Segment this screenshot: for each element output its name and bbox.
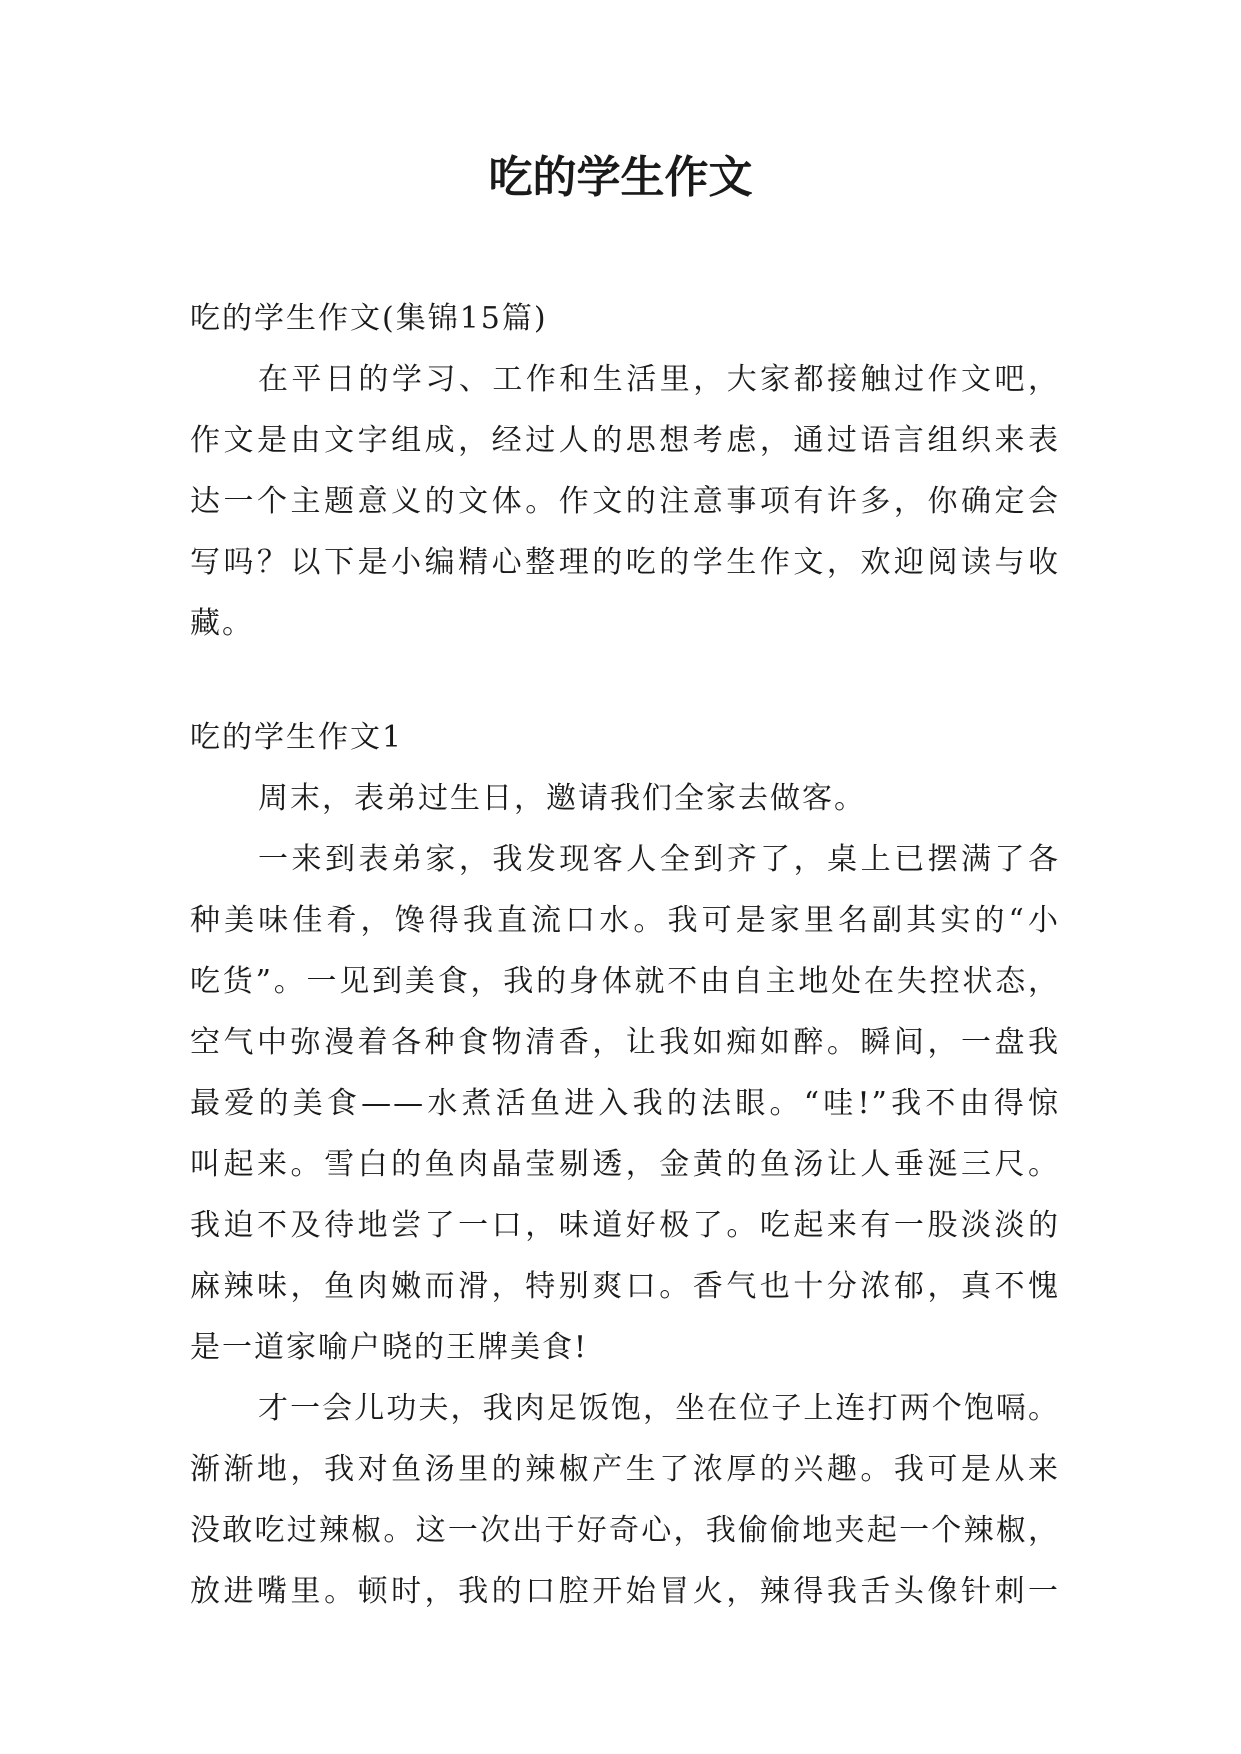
essay-paragraph-2 xyxy=(190,829,1060,1378)
essay-line: 一来到表弟家，我发现客人全到齐了，桌上已摆满了各 xyxy=(258,842,1060,877)
essay-line: 最爱的美食——水煮活鱼进入我的法眼。“哇!”我不由得惊 xyxy=(190,1086,1060,1121)
essay-line: 才一会儿功夫，我肉足饭饱，坐在位子上连打两个饱嗝。 xyxy=(258,1391,1060,1426)
essay-line: 渐渐地，我对鱼汤里的辣椒产生了浓厚的兴趣。我可是从来 xyxy=(190,1452,1060,1487)
essay-line: 种美味佳肴，馋得我直流口水。我可是家里名副其实的“小 xyxy=(190,903,1060,938)
essay-line: 周末，表弟过生日，邀请我们全家去做客。 xyxy=(258,781,866,816)
essay-line: 叫起来。雪白的鱼肉晶莹剔透，金黄的鱼汤让人垂涎三尺。 xyxy=(190,1147,1060,1182)
essay-paragraph-3 xyxy=(190,1378,1060,1622)
intro-paragraph xyxy=(190,349,1060,654)
essay-heading: 吃的学生作文1 xyxy=(190,720,404,755)
essay-line: 我迫不及待地尝了一口，味道好极了。吃起来有一股淡淡的 xyxy=(190,1208,1060,1243)
essay-line: 没敢吃过辣椒。这一次出于好奇心，我偷偷地夹起一个辣椒， xyxy=(190,1513,1060,1548)
essay-paragraph-1 xyxy=(190,768,1060,829)
intro-line: 在平日的学习、工作和生活里，大家都接触过作文吧， xyxy=(258,362,1060,397)
essay-line: 麻辣味，鱼肉嫩而滑，特别爽口。香气也十分浓郁，真不愧 xyxy=(190,1269,1060,1304)
essay-line: 是一道家喻户晓的王牌美食! xyxy=(190,1330,589,1365)
essay-line: 放进嘴里。顿时，我的口腔开始冒火，辣得我舌头像针刺一 xyxy=(190,1574,1060,1609)
intro-line: 藏。 xyxy=(190,606,254,641)
intro-line: 作文是由文字组成，经过人的思想考虑，通过语言组织来表 xyxy=(190,423,1060,458)
document-title: 吃的学生作文 xyxy=(488,152,753,203)
intro-line: 写吗？以下是小编精心整理的吃的学生作文，欢迎阅读与收 xyxy=(190,545,1060,580)
document-body xyxy=(190,288,1060,1622)
essay-line: 空气中弥漫着各种食物清香，让我如痴如醉。瞬间，一盘我 xyxy=(190,1025,1060,1060)
intro-line: 达一个主题意义的文体。作文的注意事项有许多，你确定会 xyxy=(190,484,1060,519)
essay-line: 吃货”。一见到美食，我的身体就不由自主地处在失控状态， xyxy=(190,964,1060,999)
collection-subtitle: 吃的学生作文(集锦15篇) xyxy=(190,301,548,336)
section-spacer xyxy=(190,654,1060,707)
